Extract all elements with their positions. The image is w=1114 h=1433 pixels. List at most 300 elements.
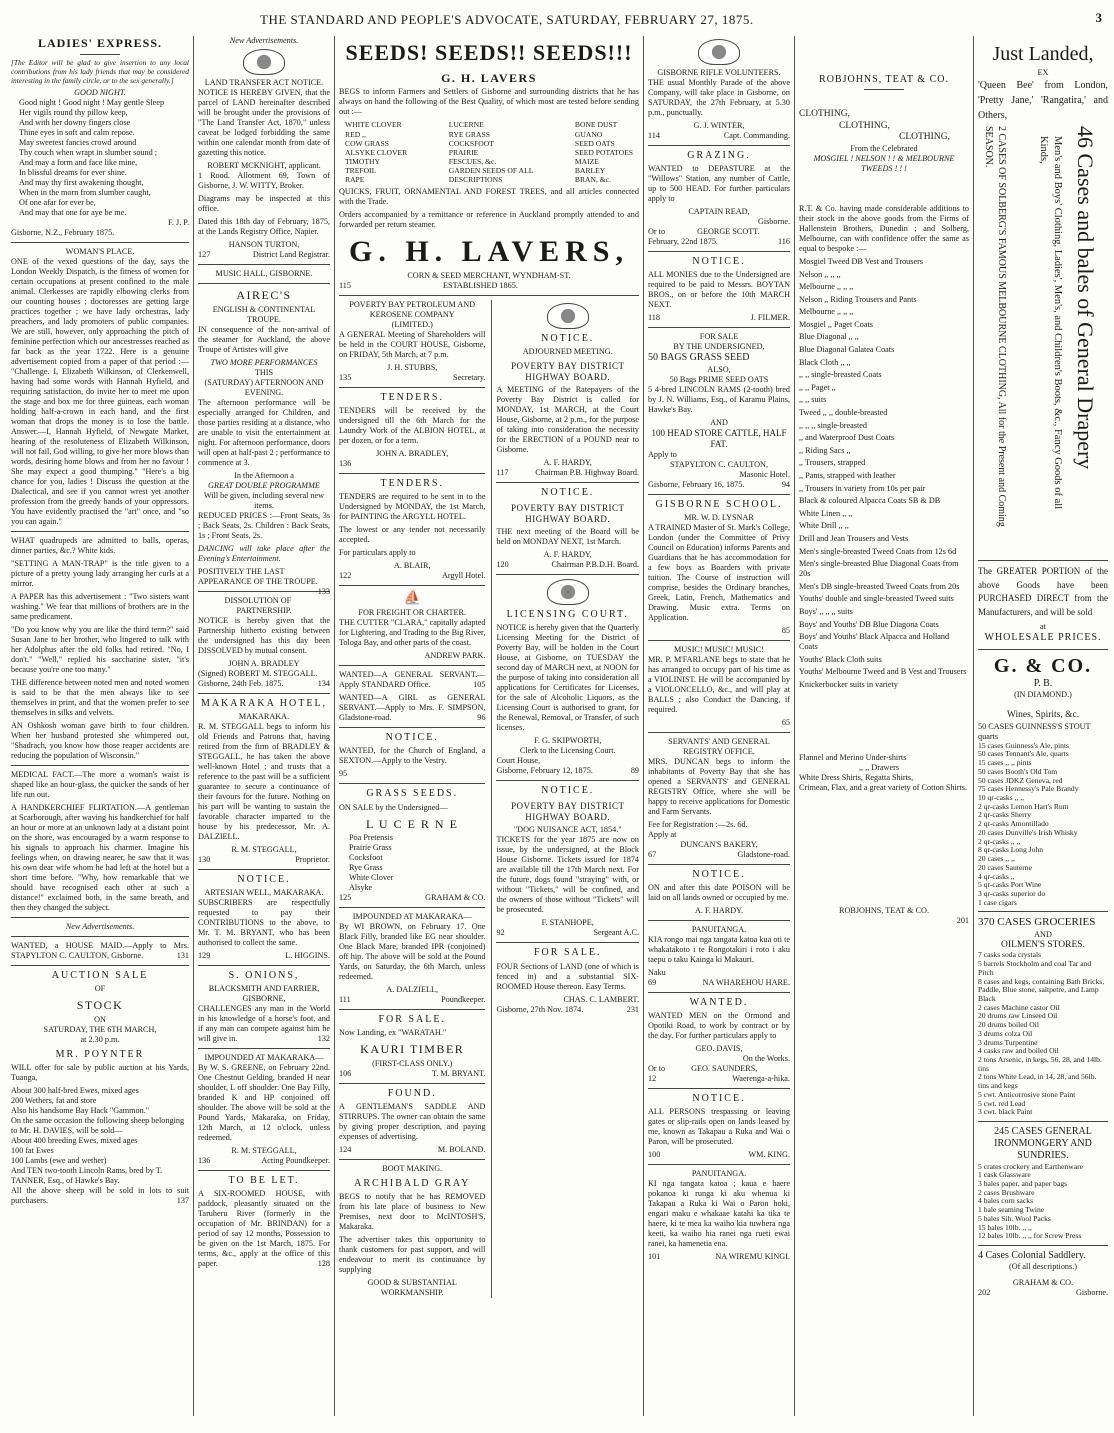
list-item: Nelson ,, Riding Trousers and Pants xyxy=(799,294,917,304)
list-item: 15 cases Guinness's Ale, pints xyxy=(978,740,1070,750)
ad-body: MRS. DUNCAN begs to inform the inhabitants of Poverty Bay that she has opened a SERVANTS' and GENERAL REGISTRY Office, where she will be happy to receive applications for Domestic and Farm Servants. xyxy=(648,756,790,816)
ad-highlight: CLOTHING, xyxy=(839,120,890,131)
auction-on: ON xyxy=(94,1014,106,1024)
list-item: 50 cases Tennant's Ale, quarts xyxy=(978,749,1069,759)
ad-title: G. H. LAVERS xyxy=(441,70,537,85)
ad-highlight: L U C E R N E xyxy=(366,816,459,831)
list-item: Nelson ,, ,, ,, xyxy=(799,269,841,279)
ad-body: SUBSCRIBERS are respectfully requested to pay their CONTRIBUTIONS to the above, to Mr. T. M. BRYANT, who has been authorised to collect the same. xyxy=(198,898,330,947)
ad-number: 133 xyxy=(317,586,330,596)
ad-signature: F. G. SKIPWORTH, xyxy=(534,736,602,746)
ad-body: TENDERS will be received by the undersigned till the 6th March for the Laundry Work of the ALBION HOTEL, at per dozen, or for a term. xyxy=(339,406,486,445)
list-item: Tweed ,, ,, double-breasted xyxy=(799,408,888,418)
list-item: 4 qr-casks ,, xyxy=(978,871,1015,881)
list-item: ,, Riding Sacs ,, xyxy=(799,445,851,455)
list-item: 7 casks soda crystals xyxy=(978,950,1042,960)
seed-item: ALSYKE CLOVER xyxy=(345,147,408,157)
vertical-ad xyxy=(978,126,1108,556)
list-item: 5 qr-casks Port Wine xyxy=(978,880,1042,890)
ad-subtitle: ADJOURNED MEETING. xyxy=(522,347,613,356)
list-item: Black Cloth ,, ,, xyxy=(799,357,851,367)
list-item: About 400 breeding Ewes, mixed ages xyxy=(11,1135,138,1145)
article-paragraph: ONE of the vexed questions of the day, says the London Weekly Dispatch, is the fitness of women for certain occupations at present confined to the male animal. Clerkesses are rapidly elbowing clerks from our counting houses ; doctoresses are getting large practices together ; we have lady orchestras, lady preachers, and lady promoters of public companies. We are still, however, only approaching the pitch of feminine perfection which our ancestresses reached as far back as the year 1722. Here is a genuine advertisement copied from a paper of that period :— "Challenge. I, Elizabeth Wilkinson, of Clerkenwell, having had some words with Hannah Hyfield, and requiring satisfaction, do invite her to meet me upon the stage and box me for three guineas, each woman holding half-a-crown in each hand, and the first woman that drops the money is to lose the battle. Answer.—I, Hannah Hyfield, of Newgate Market, hearing of the resoluteness of Elizabeth Wilkinson, will not fail, God willing, to give her more blows than words, desiring home blows and from her no favour ! She may expect a good thumping." "Here's a big chance for you, ladies ! Discuss the question at the Dialectical, and see if you cannot wrest yet another profession from the greedy hands of your oppressors. You have evidently practised the "art" once, and "so you can again." xyxy=(11,256,189,526)
list-item: ,, ,, ,, single-breasted xyxy=(799,420,867,430)
divider xyxy=(339,727,485,728)
ad-place: Court House, xyxy=(496,756,541,766)
ad-title: GRASS SEEDS. xyxy=(366,788,459,800)
ad-number: 69 xyxy=(648,977,657,987)
poem-line: Her vigils round thy pillow keep, xyxy=(19,107,128,117)
ad-number: 101 xyxy=(648,1252,661,1262)
poem-place: Gisborne, N.Z., February 1875. xyxy=(11,227,115,237)
ad-title: NOTICE. xyxy=(692,256,746,268)
ad-body: A GENERAL Meeting of Shareholders will be held in the COURT HOUSE, Gisborne, on FRIDAY, 5th March, at 7 p.m. xyxy=(339,329,486,359)
ad-body: AND xyxy=(710,417,728,427)
column-ladies-express xyxy=(8,36,192,1426)
poem-line: In blissful dreams for ever shine. xyxy=(19,167,127,177)
ad-number: 115 xyxy=(339,280,351,290)
ad-number: 117 xyxy=(496,467,509,477)
ad-subtitle: (IN DIAMOND.) xyxy=(1014,690,1072,700)
ad-body: R.T. & Co. having made considerable additions to their stock in the above goods from the Firms of Hallenstein Brothers, Dunedin ; and Solberg, Melbourne, can with confidence offer the same as equal to bespoke :— xyxy=(799,203,969,253)
list-item: 2 qr-casks Sherry xyxy=(978,810,1031,820)
ad-body: ALL PERSONS trespassing or leaving gates or slip-rails open on lands leased by me, known as Takapau a Ruka and Wai o Paron, will be prosecuted. xyxy=(648,1107,790,1147)
list-item: 20 drums boiled Oil xyxy=(978,1020,1039,1030)
divider xyxy=(198,1170,330,1171)
ad-body: ON and after this date POISON will be laid on all lands owned or occupied by me. xyxy=(648,882,790,902)
ad-subtitle: P. B. xyxy=(1033,677,1053,689)
seed-item: TIMOTHY xyxy=(345,156,381,166)
ad-role: Capt. Commanding. xyxy=(723,131,790,140)
auction-of: OF xyxy=(94,983,106,993)
divider xyxy=(978,1245,1108,1246)
divider xyxy=(648,1164,790,1165)
list-item: Boys' ,, ,, ,, suits xyxy=(799,606,853,616)
seed-item: RYE GRASS xyxy=(448,129,490,139)
ad-body: ,, ,, Drawers xyxy=(859,762,900,772)
divider xyxy=(648,251,790,252)
seed-item: RED ,, xyxy=(345,129,366,139)
ad-title: LICENSING COURT. xyxy=(506,609,629,621)
ad-number: 94 xyxy=(781,479,790,489)
editor-note: [The Editor will be glad to give insertion to any local contributions from his lady friends that may be considered interesting in the family circle, or to the sex generally.] xyxy=(11,57,189,85)
list-item: Boys' and Youths' DB Blue Diagona Coats xyxy=(799,619,939,629)
list-item: Cocksfoot xyxy=(349,853,383,863)
ad-subtitle: "DOG NUISANCE ACT, 1854." xyxy=(513,825,622,835)
ad-signature: J. H. STUBBS, xyxy=(387,362,438,372)
ad-body: KIA rongo mai nga tangata katoa kua oti te whakatakoto i te Rongotakiri i roto i aku taepu o taku Kainga ki Makauri. xyxy=(648,934,790,964)
ad-number: 136 xyxy=(198,1156,211,1166)
ad-title: TO BE LET. xyxy=(228,1175,300,1187)
ad-applicant: ROBERT MCKNIGHT, applicant. xyxy=(207,161,321,170)
ad-title: FOR SALE. xyxy=(378,1014,446,1026)
divider xyxy=(339,783,485,784)
divider xyxy=(339,473,485,474)
ad-body: FOUR Sections of LAND (one of which is fenced in) and a substantial SIX-ROOMED House thereon. Easy Terms. xyxy=(496,961,639,991)
ad-title: S. ONIONS, xyxy=(228,970,300,981)
list-item: Prairie Grass xyxy=(349,843,392,853)
list-item: 2 qr-casks ,, ,, xyxy=(978,836,1021,846)
auction-date: SATURDAY, THE 6TH MARCH, xyxy=(43,1024,157,1034)
list-item: Knickerbocker suits in variety xyxy=(799,679,898,689)
seed-item: BARLEY xyxy=(574,166,606,175)
article-paragraph: WHAT quadrupeds are admitted to balls, operas, dinner parties, &c.? White kids. xyxy=(11,535,189,555)
list-item: Youths' Melbourne Tweed and B Vest and Trousers xyxy=(799,667,967,677)
ad-number: 132 xyxy=(317,1034,330,1044)
ad-body: The lowest or any tender not necessarily accepted. xyxy=(339,525,486,545)
lavers-logo-text: G. H. LAVERS, xyxy=(348,235,629,269)
ad-title: NOTICE. xyxy=(692,1093,746,1105)
divider xyxy=(339,1009,485,1010)
list-item: White Clover xyxy=(349,873,394,883)
ad-subtitle: MR. W. D. LYSNAR xyxy=(684,512,754,522)
ad-role: Acting Poundkeeper. xyxy=(261,1156,330,1166)
ad-number: 105 xyxy=(473,680,486,690)
ad-title: GISBORNE SCHOOL. xyxy=(655,498,783,510)
ad-this: THIS xyxy=(254,367,274,377)
seed-list xyxy=(345,120,633,184)
seed-item: TREFOIL xyxy=(345,166,377,175)
ad-signature: ANDREW PARK. xyxy=(424,651,486,661)
ad-or: Or to xyxy=(648,227,666,237)
ad-title: GISBORNE RIFLE VOLUNTEERS. xyxy=(657,68,781,77)
ad-title: POVERTY BAY DISTRICT HIGHWAY BOARD. xyxy=(510,801,625,823)
seed-item: BONE DUST xyxy=(574,120,618,130)
royal-crest-icon xyxy=(243,49,285,75)
poem-line: Good night ! Good night ! May gentle Sleep xyxy=(19,97,165,107)
ad-body: TENDERS are required to be sent in to the Undersigned by MONDAY, the 1st March, for PAINTING the ARGYLL HOTEL. xyxy=(339,492,486,522)
list-item: ,, Trousers in variety from 10s per pair xyxy=(799,483,926,493)
ad-body: A MEETING of the Ratepayers of the Poverty Bay District is called for MONDAY, 1st MARCH, at the Court House, Gisborne, at 2 p.m., for the purpose of taking into consideration the necessity for the ERECTION of a POUND near to Gisborne. xyxy=(496,384,639,454)
seed-item: MAIZE xyxy=(574,156,599,166)
article-paragraph: AN Oshkosh woman gave birth to four children. When her husband protested she whimpered out, "Shadrach, you know how those reaper accidents are reducing the population of Wisconsin." xyxy=(11,720,189,760)
list-item: Men's single-breasted Tweed Coats from 12s 6d xyxy=(799,546,957,556)
ad-place: Gladstone-road. xyxy=(737,849,790,859)
ad-body: THE usual Monthly Parade of the above Company, will take place in Gisborne, on SATURDAY, the 27th February, at 5.30 p.m., punctually. xyxy=(648,78,790,117)
grocery-list xyxy=(978,951,1108,1117)
ad-body: QUICKS, FRUIT, ORNAMENTAL AND FOREST TREES, and all articles connected with the Trade. xyxy=(339,187,639,207)
ad-body: KI nga tangata katoa ; kaua e haere pokanoa ki runga ki aku whenua ki Takapau a Ruka ki Wai o Paron hoki, engari maku e whakaae katahi ka tika te haere, ki te mea ka waiho kia tuwhera nga keeti, ka waiho hia ranei nga rueti ewai ranei, ka hamenetia ena. xyxy=(648,1179,790,1249)
ad-body: Will be given, including several new items. xyxy=(203,490,325,510)
divider xyxy=(339,1159,485,1160)
divider xyxy=(339,1083,485,1084)
list-item: Men's DB single-breasted Tweed Coats from 20s xyxy=(799,581,960,591)
ad-title: MUSIC HALL, GISBORNE. xyxy=(215,269,313,278)
royal-crest-icon xyxy=(698,39,740,65)
list-item: 5 barrels Stockholm and coal Tar and Pitch xyxy=(978,959,1092,977)
list-item: ,, ,, suits xyxy=(799,395,827,405)
ad-highlight: 50 CASES GUINNESS'S STOUT quarts xyxy=(978,721,1091,741)
list-item: White Drill ,, ,, xyxy=(799,521,849,531)
list-item: 2 tons White Lead, in 14, 28, and 56lb. tins and kegs xyxy=(978,1072,1097,1091)
ad-body: BEGS to notify that he has REMOVED from his late place of business to New Premises, next door to McINTOSH'S, Makaraka. xyxy=(339,1192,486,1232)
ad-number: 128 xyxy=(317,1259,330,1269)
ad-number: 137 xyxy=(176,1195,189,1205)
ad-subtitle: ENGLISH & CONTINENTAL TROUPE. xyxy=(212,304,316,324)
list-item: ,, and Waterproof Dust Coats xyxy=(799,433,895,443)
poem-line: Thy couch when wrapt in slumber sound ; xyxy=(19,147,158,157)
ad-signature: A. F. HARDY. xyxy=(694,905,744,915)
auction-stock: STOCK xyxy=(76,997,124,1012)
ad-number: 134 xyxy=(317,678,330,688)
ad-number: 95 xyxy=(339,769,348,779)
ad-body: Naku xyxy=(648,967,666,977)
ad-highlight: 370 CASES GROCERIES xyxy=(978,916,1096,929)
ad-body: The afternoon performance will be especially arranged for Children, and those parties residing at a distance, who are unable to visit the entertainment at night. For afternoon performance, doors will open at half-past 2 ; performance to commence at 3. xyxy=(198,397,330,467)
ironmongery-list xyxy=(978,1163,1108,1241)
ad-signature: HANSON TURTON, xyxy=(228,240,300,249)
ad-body: NOTICE is hereby given that the Quarterly Licensing Meeting for the District of Poverty Bay, will be holden in the Court House, at Gisborne, on TUESDAY the second day of MARCH next, at NOON for the purpose of taking into consideration all applications for Certificates for Licenses, for the sale of Alcoholic Liquors, as the Licensing Court is authorised to grant, for the Renewal, Removal, or Transfer, of such licenses. xyxy=(496,623,639,733)
ad-title: POVERTY BAY PETROLEUM AND KEROSENE COMPANY xyxy=(349,299,476,319)
column-3 xyxy=(336,36,642,1426)
list-item: Mosgiel ,, Paget Coats xyxy=(799,319,873,329)
divider xyxy=(496,780,639,781)
ad-body: ALSO, xyxy=(707,364,731,374)
ad-highlight: KAURI TIMBER xyxy=(360,1042,465,1057)
ad-signature: DUNCAN'S BAKERY, xyxy=(680,839,758,849)
list-item: 100 Lambs (ewe and wether) xyxy=(11,1155,107,1165)
list-item: 15 bales 10lb. ,, ,, xyxy=(978,1222,1032,1232)
ad-highlight: 245 CASES GENERAL IRONMONGERY AND SUNDRIES. xyxy=(994,1126,1092,1162)
ad-title: G. & CO. xyxy=(993,654,1093,677)
list-item: 20 cases Sauterne xyxy=(978,862,1032,872)
list-item: 1 cask Glassware xyxy=(978,1170,1031,1180)
ad-title: FOR FREIGHT OR CHARTER. xyxy=(358,608,467,618)
ad-signed: (Signed) xyxy=(198,668,227,678)
ad-number: 12 xyxy=(648,1074,657,1084)
divider xyxy=(648,920,790,921)
royal-crest-icon xyxy=(547,303,589,329)
seed-item: COW GRASS xyxy=(345,138,389,148)
column-graham xyxy=(975,36,1111,1426)
divider xyxy=(198,693,330,694)
seed-item: SEED OATS xyxy=(574,138,615,148)
list-item: 5 bales Sih. Wool Packs xyxy=(978,1213,1051,1223)
column-rule xyxy=(643,36,644,1416)
seed-item: GARDEN SEEDS OF ALL xyxy=(448,166,534,175)
poem-line: Of one afar for ever be, xyxy=(19,197,96,207)
ad-signature: GEO. DAVIS, xyxy=(695,1044,743,1054)
divider xyxy=(339,665,485,666)
ad-body: BEGS to inform Farmers and Settlers of Gisborne and surrounding districts that he has always on hand the following of the Best Quality, of which most are tested before sending out :— xyxy=(339,87,639,117)
ad-body: Dated this 18th day of February, 1875, at the Lands Registry Office, Napier. xyxy=(198,217,330,236)
seed-item: WHITE CLOVER xyxy=(345,120,402,130)
new-ads-heading: New Advertisements. xyxy=(229,36,299,45)
divider xyxy=(648,494,790,495)
list-item: 20 cases Dunville's Irish Whisky xyxy=(978,827,1078,837)
ad-subtitle: (FIRST-CLASS ONLY.) xyxy=(372,1059,453,1068)
ad-role: Chairman P.B. Highway Board. xyxy=(535,467,639,477)
list-item: ,, ,, Paget ,, xyxy=(799,382,836,392)
divider xyxy=(339,907,485,908)
list-item: 3 drums colza Oil xyxy=(978,1028,1033,1038)
ad-signature: A. BLAIR, xyxy=(393,561,431,571)
ad-highlight: TWO MORE PERFORMANCES xyxy=(210,357,318,367)
ad-title: FOR SALE. xyxy=(534,947,602,959)
ad-highlight: 100 HEAD STORE CATTLE, HALF FAT. xyxy=(651,427,787,449)
ad-date: Gisborne, 24th Feb. 1875. xyxy=(198,678,284,688)
ad-signature: G. J. WINTER, xyxy=(693,121,745,130)
ad-title: PANUITANGA. xyxy=(691,924,747,934)
poem-line: And with her downy fingers close xyxy=(19,117,131,127)
list-item: 20 drums raw Linseed Oil xyxy=(978,1011,1058,1021)
divider xyxy=(496,942,639,943)
ad-body: 50 Bags PRIME SEED OATS xyxy=(669,374,769,384)
ad-signature: A. F. HARDY, xyxy=(543,550,592,560)
divider xyxy=(11,917,189,918)
ad-body: A GENTLEMAN'S SADDLE AND STIRRUPS. The owner can obtain the same by giving proper description, and paying expenses of advertising. xyxy=(339,1102,486,1142)
divider xyxy=(11,965,189,966)
ad-subtitle: BLACKSMITH AND FARRIER, xyxy=(208,984,320,994)
ad-signature: WM. KING. xyxy=(748,1150,790,1160)
ad-title: NOTICE. xyxy=(541,332,595,344)
ad-number: 125 xyxy=(339,893,352,903)
poem-line: May sweetest fancies crowd around xyxy=(19,137,137,147)
ad-body: Diagrams may be inspected at this office. xyxy=(198,194,330,213)
ad-title: WANTED. xyxy=(689,996,749,1008)
ad-body: WANTED MEN on the Ormond and Opotiki Road, to work by contract or by the day. For further particulars apply to xyxy=(648,1011,790,1041)
ad-body: 5 4-bred LINCOLN RAMS (2-tooth) bred by J. N. Williams, Esq., of Karamu Plains, Hawke's Bay. xyxy=(648,384,790,414)
ad-body: THE next meeting of the Board will be held on MONDAY NEXT, 1st March. xyxy=(496,527,639,547)
poem-title: GOOD NIGHT. xyxy=(74,87,126,97)
divider xyxy=(648,864,790,865)
list-item: 5 cwt. red Lead xyxy=(978,1098,1026,1108)
ad-title: POVERTY BAY DISTRICT HIGHWAY BOARD. xyxy=(510,503,625,525)
list-item: 50 cases Booth's Old Tom xyxy=(978,766,1058,776)
ad-place: Gisborne. xyxy=(1075,1288,1108,1298)
poem-line: When in the morn from slumber caught, xyxy=(19,187,151,197)
ad-role: Poundkeeper. xyxy=(441,995,486,1005)
ad-body: For particulars apply to xyxy=(339,548,416,558)
ad-number: 122 xyxy=(339,571,352,581)
divider xyxy=(11,242,189,243)
ad-title: TENDERS. xyxy=(380,391,444,403)
ad-body: Apply at xyxy=(648,829,677,839)
list-item: 10 qr-casks ,, ,, xyxy=(978,793,1025,803)
poem-line: And may thy first awakening thought, xyxy=(19,177,144,187)
ad-subtitle: BY THE UNDERSIGNED, xyxy=(673,342,765,352)
ad-highlight: (SATURDAY) AFTERNOON AND EVENING. xyxy=(204,377,324,397)
auction-items xyxy=(11,1086,189,1186)
ad-signature: CAPTAIN READ, xyxy=(688,207,750,217)
ad-signature: GRAHAM & CO. xyxy=(425,893,486,903)
ad-role: District Land Registrar. xyxy=(252,250,330,259)
ad-highlight: GREAT DOUBLE PROGRAMME xyxy=(208,480,320,490)
list-item: 2 cases Machine castor Oil xyxy=(978,1002,1060,1012)
list-item: 4 bales corn sacks xyxy=(978,1196,1034,1206)
column-rule xyxy=(193,36,194,1416)
divider xyxy=(978,560,1108,561)
ad-signature: GEORGE SCOTT. xyxy=(697,227,760,237)
list-item: 200 Wethers, fat and store xyxy=(11,1095,97,1105)
column-rule xyxy=(794,36,795,1416)
divider xyxy=(198,264,330,265)
ad-title: Just Landed, xyxy=(992,43,1094,65)
ad-role: Chairman P.B.D.H. Board. xyxy=(551,560,639,570)
ad-title: TENDERS. xyxy=(380,478,444,489)
list-item: 1 bale seaming Twine xyxy=(978,1205,1045,1215)
list-item: 4 casks raw and boiled Oil xyxy=(978,1046,1059,1056)
ad-body: By WI BROWN, on February 17. One Black Filly, branded like EG near shoulder. One Black Mare, branded IPR (conjoined) off hip. The above will be sold at the Pound Yards, on Saturday, the 6th March, unless redeemed. xyxy=(339,922,486,982)
list-item: On the same occasion the following sheep belonging to Mr. H. DAVIES, will be sold— xyxy=(11,1115,185,1135)
ad-body: 1 Rood. Allotment 69, Town of Gisborne, J. W. WITTY, Broker. xyxy=(198,171,330,190)
ad-title: IMPOUNDED AT MAKARAKA— xyxy=(352,912,472,922)
ad-body: Flannel and Merino Under-shirts xyxy=(799,752,907,762)
ad-title: GRAZING. xyxy=(687,150,751,161)
ad-signature: R. M. STEGGALL, xyxy=(231,844,297,854)
ad-title: IMPOUNDED AT MAKARAKA— xyxy=(204,1053,324,1063)
seed-item: DESCRIPTIONS xyxy=(448,175,503,185)
seed-item: COCKSFOOT xyxy=(448,138,494,148)
ad-number: 135 xyxy=(339,372,352,382)
ad-number: 67 xyxy=(648,849,657,859)
ad-body: The advertiser takes this opportunity to thank customers for past support, and will endeavour to merit its continuance by supplying xyxy=(339,1235,486,1275)
list-item: 2 tons Arsenic, in kegs, 56, 28, and 14lb. tins xyxy=(978,1055,1102,1073)
ad-place: On the Works. xyxy=(742,1054,790,1064)
ad-body: From the Celebrated xyxy=(850,143,918,153)
article-title: WOMAN'S PLACE. xyxy=(65,246,135,256)
list-item: 8 qr-casks Long John xyxy=(978,845,1044,855)
ad-number: 65 xyxy=(781,717,790,727)
ad-subtitle: ARTESIAN WELL, MAKARAKA. xyxy=(204,888,324,897)
column-4 xyxy=(645,36,793,1426)
ad-body: NOTICE IS HEREBY GIVEN, that the parcel of LAND hereinafter described will be brought under the provisions of "The Land Transfer Act, 1870," unless caveat be lodged forbidding the same within one calendar month from date of gazetting this notice. xyxy=(198,88,330,157)
ad-role: Argyll Hotel. xyxy=(441,571,486,581)
seed-item: BRAN, &c. xyxy=(574,175,611,185)
ad-title: NOTICE. xyxy=(385,732,439,744)
divider xyxy=(978,649,1108,650)
list-item: Also his handsome Bay Hack "Gammon." xyxy=(11,1105,150,1115)
ad-date: Gisborne, February 16, 1875. xyxy=(648,479,745,489)
ad-number: 131 xyxy=(176,950,189,960)
ad-signature: STAPYLTON C. CAULTON, xyxy=(669,459,769,469)
ad-date: Gisborne, February 12, 1875. xyxy=(496,766,593,776)
ad-body: CHALLENGES any man in the World in his knowledge of a horse's foot, and if any man can compete against him he will give in. xyxy=(198,1004,330,1044)
divider xyxy=(339,585,485,586)
ad-number: 202 xyxy=(978,1288,991,1298)
ad-body: Crimean, Flax, and a great variety of Cotton Shirts. xyxy=(799,782,968,792)
seed-list-col xyxy=(449,120,534,184)
ad-number: 92 xyxy=(496,928,505,938)
ad-number: 231 xyxy=(626,1004,639,1014)
list-item: Mosgiel Tweed DB Vest and Trousers xyxy=(799,256,923,266)
list-item: Boys' and Youths' Black Alpacca and Holland Coats xyxy=(799,632,950,652)
list-item: ,, Pants, strapped with leather xyxy=(799,471,896,481)
divider xyxy=(11,936,189,937)
ad-wanted-maid xyxy=(11,941,189,961)
list-item: 1 case cigars xyxy=(978,897,1017,907)
divider xyxy=(648,1088,790,1089)
divider xyxy=(198,591,330,592)
ad-signature: T. M. BRYANT. xyxy=(431,1069,486,1078)
ad-body: The GREATER PORTION of the above Goods have been PURCHASED DIRECT from the Manufacturers, and will be sold xyxy=(978,566,1108,617)
divider xyxy=(11,531,189,532)
poem-line: And may that one for aye be me. xyxy=(19,207,127,217)
auctioneer-name: MR. POYNTER xyxy=(55,1048,145,1060)
list-item: 3 drums Turpentine xyxy=(978,1037,1038,1047)
ad-subtitle: (Of all descriptions.) xyxy=(1009,1262,1077,1272)
ad-signature: JOHN A. BRADLEY, xyxy=(376,449,449,458)
ad-subtitle: ARCHIBALD GRAY xyxy=(354,1178,471,1190)
ad-body: Apply to xyxy=(648,449,677,459)
list-item: Alsyke xyxy=(349,883,373,893)
list-item: 3 cwt. black Paint xyxy=(978,1107,1033,1117)
article-paragraph: "SETTING A MAN-TRAP" is the title given to a picture of a pretty young lady arranging her curls at a mirror. xyxy=(11,558,189,588)
seed-list-col xyxy=(575,120,633,184)
ad-role: Proprietor. xyxy=(295,854,330,864)
list-item: Black & coloured Alpacca Coats SB & DB xyxy=(799,496,941,506)
wine-list xyxy=(978,742,1108,908)
